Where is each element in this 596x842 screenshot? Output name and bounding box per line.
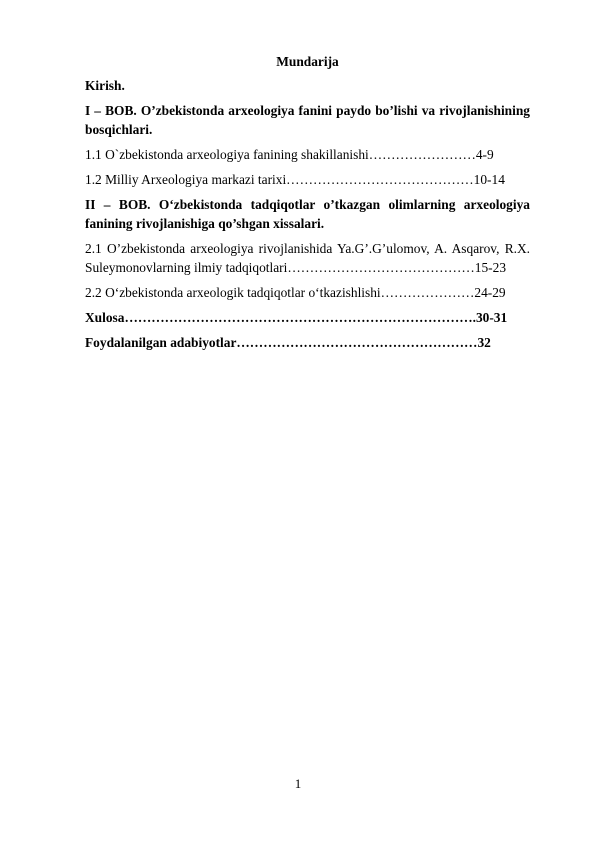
toc-entry-section-1-2: 1.2 Milliy Arxeologiya markazi tarixi……………………………………10-14 (85, 172, 505, 187)
page-number: 1 (294, 776, 302, 791)
toc-entry-references: Foydalanilgan adabiyotlar………………………………………………32 (85, 335, 491, 350)
toc-entry-section-1-1: 1.1 O`zbekistonda arxeologiya fanining shakillanishi……………………4-9 (85, 147, 494, 162)
page-title: Mundarija (276, 54, 339, 69)
toc-entry-section-2-2: 2.2 O‘zbekistonda arxeologik tadqiqotlar o‘tkazishlishi…………………24-29 (85, 285, 506, 300)
toc-entry-section-2-1: 2.1 O’zbekistonda arxeologiya rivojlanishida Ya.G’.G’ulomov, A. Asqarov, R.X. Suleymonovlarning ilmiy tadqiqotlari……………………………………15-23 (85, 241, 530, 275)
table-of-contents (85, 52, 530, 358)
toc-entry-chapter-2: II – BOB. O‘zbekistonda tadqiqotlar o’tkazgan olimlarning arxeologiya fanining rivojlanishiga qo’shgan xissalari. (85, 197, 530, 231)
toc-entry-intro: Kirish. (85, 78, 125, 93)
toc-entry-conclusion: Xulosa…………………………………………………………………….30-31 (85, 310, 508, 325)
toc-entry-chapter-1: I – BOB. O’zbekistonda arxeologiya fanini paydo bo’lishi va rivojlanishining bosqichlari. (85, 103, 530, 137)
